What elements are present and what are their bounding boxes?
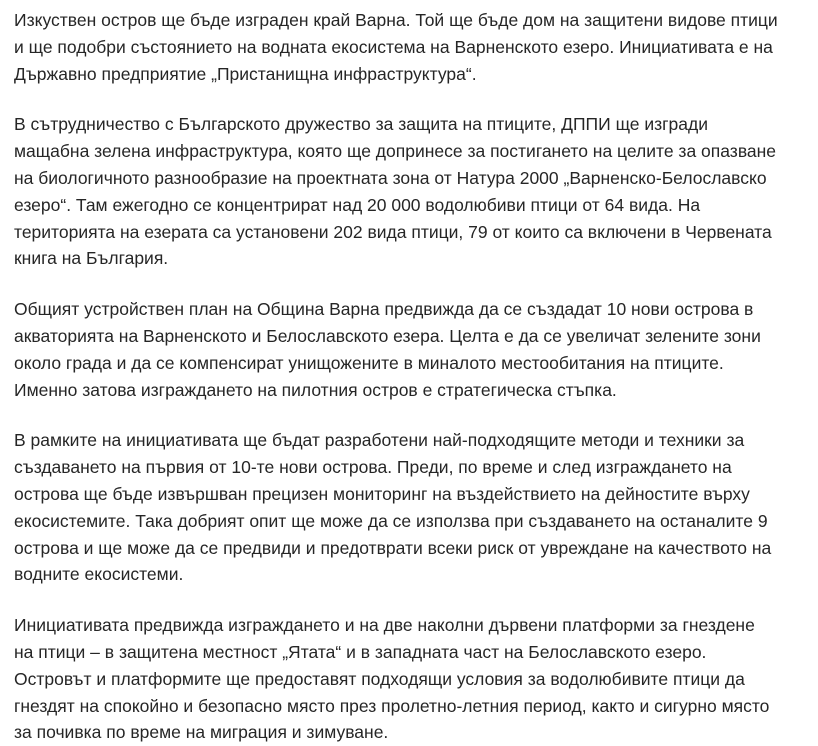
paragraph-intro [14, 7, 818, 87]
text-line: акваторията на Варненското и Белославското езера. Целта е да се увеличат зелените зони [14, 325, 761, 346]
text-line: Изкуствен остров ще бъде изграден край Варна. Той ще бъде дом на защитени видове птици [14, 10, 778, 30]
paragraph-cooperation [14, 111, 818, 272]
text-line: водните екосистеми. [14, 564, 184, 585]
text-line: книга на България. [14, 248, 169, 269]
text-line: гнездят на спокойно и безопасно място през пролетно-летния период, както и сигурно място [14, 695, 770, 716]
text-line: екосистемите. Така добрият опит ще може да се използва при създаването на останалите 9 [14, 510, 768, 531]
text-line: за почивка по време на миграция и зимуване. [14, 722, 389, 743]
text-line: Именно затова изграждането на пилотния остров е стратегическа стъпка. [14, 379, 617, 400]
text-line: В рамките на инициативата ще бъдат разработени най-подходящите методи и техники за [14, 430, 745, 451]
text-line: Инициативата предвижда изграждането и на две наколни дървени платформи за гнездене [14, 615, 755, 636]
text-line: Държавно предприятие „Пристанищна инфраструктура“. [14, 63, 477, 84]
text-line: Островът и платформите ще предоставят подходящи условия за водолюбивите птици да [14, 668, 745, 689]
paragraph-methods [14, 427, 818, 588]
text-line: и ще подобри състоянието на водната екосистема на Варненското езеро. Инициативата е на [14, 36, 773, 57]
paragraph-master-plan [14, 296, 818, 403]
text-line: на биологичното разнообразие на проектната зона от Натура 2000 „Варненско-Белославско [14, 167, 767, 188]
text-line: езеро“. Там ежегодно се концентрират над 20 000 водолюбиви птици от 64 вида. На [14, 194, 701, 215]
text-line: създаването на първия от 10-те нови острова. Преди, по време и след изграждането на [14, 457, 732, 478]
text-line: около града и да се компенсират унищожените в миналото местообитания на птиците. [14, 352, 724, 373]
text-line: на птици – в защитена местност „Ятата“ и в западната част на Белославското езеро. [14, 641, 707, 662]
paragraph-platforms [14, 612, 818, 746]
text-line: острова и ще може да се предвиди и предотврати всеки риск от увреждане на качеството на [14, 537, 772, 558]
text-line: Общият устройствен план на Община Варна предвижда да се създадат 10 нови острова в [14, 299, 754, 320]
text-line: острова ще бъде извършван прецизен мониторинг на въздействието на дейностите върху [14, 483, 750, 504]
text-line: територията на езерата са установени 202 вида птици, 79 от които са включени в Червената [14, 221, 772, 242]
text-line: В сътрудничество с Българското дружество за защита на птиците, ДППИ ще изгради [14, 114, 709, 135]
text-line: мащабна зелена инфраструктура, която ще допринесе за постигането на целите за опазване [14, 141, 777, 162]
